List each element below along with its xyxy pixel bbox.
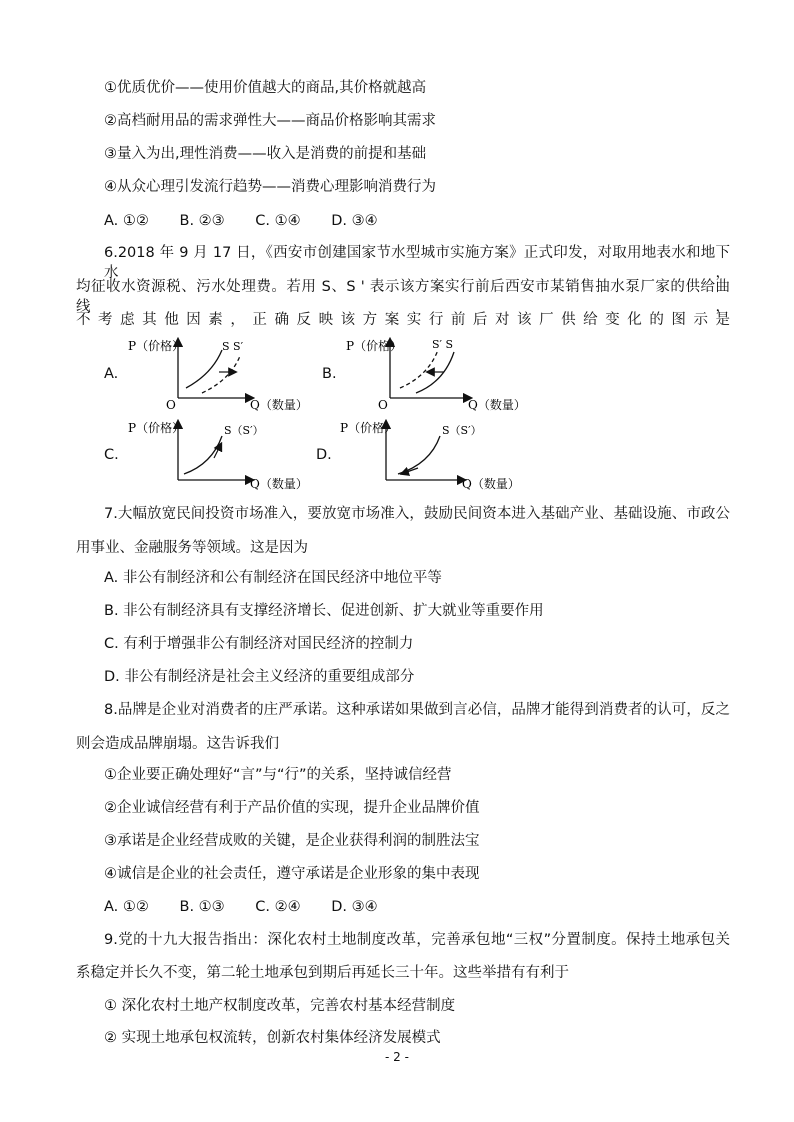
q5-option-c: C. ①④ bbox=[255, 213, 301, 229]
q7-choice-a: A. 非公有制经济和公有制经济在国民经济中地位平等 bbox=[104, 570, 442, 586]
graph-b-x-axis-label: Q（数量） bbox=[468, 398, 526, 412]
graph-b-y-axis-label: P（价格） bbox=[346, 339, 403, 353]
graph-a-label: A. bbox=[104, 366, 119, 382]
graph-a-y-axis-label: P（价格） bbox=[128, 339, 185, 353]
q7-stem-line-2: 用事业、金融服务等领域。这是因为 bbox=[76, 540, 308, 556]
graph-d bbox=[338, 418, 528, 498]
q5-option-a: A. ①② bbox=[104, 213, 149, 229]
graph-d-y-axis-label: P（价格） bbox=[340, 421, 397, 435]
q8-item-4: ④诚信是企业的社会责任，遵守承诺是企业形象的集中表现 bbox=[104, 866, 480, 882]
q6-stem-line-2: 均征收水资源税、污水处理费。若用 S、S ' 表示该方案实行前后西安市某销售抽水泵厂家的供给曲线， bbox=[76, 279, 730, 315]
q6-stem-line-1: 6.2018 年 9 月 17 日，《西安市创建国家节水型城市实施方案》正式印发，对取用地表水和地下水， bbox=[104, 245, 730, 281]
q5-option-d: D. ③④ bbox=[331, 213, 378, 229]
q5-item-2: ②高档耐用品的需求弹性大——商品价格影响其需求 bbox=[104, 113, 436, 129]
graph-c bbox=[126, 418, 316, 498]
q9-item-1: ① 深化农村土地产权制度改革，完善农村基本经营制度 bbox=[104, 998, 456, 1014]
graph-a-origin: O bbox=[166, 398, 176, 412]
graph-a-x-axis-label: Q（数量） bbox=[250, 398, 308, 412]
q9-stem-line-2: 系稳定并长久不变，第二轮土地承包到期后再延长三十年。这些举措有有利于 bbox=[76, 965, 569, 981]
q8-option-d: D. ③④ bbox=[331, 899, 378, 915]
graph-a-curve-s-prime bbox=[202, 356, 240, 393]
graph-c-label: C. bbox=[104, 447, 119, 463]
q6-stem-line-3: 不考虑其他因素，正确反映该方案实行前后对该厂供给变化的图示是 bbox=[76, 312, 730, 328]
graph-d-curve-labels: S（S′） bbox=[442, 424, 482, 437]
q9-item-2: ② 实现土地承包权流转，创新农村集体经济发展模式 bbox=[104, 1030, 441, 1046]
q8-stem-line-2: 则会造成品牌崩塌。这告诉我们 bbox=[76, 736, 279, 752]
graph-d-label: D. bbox=[316, 447, 332, 463]
q8-option-b: B. ①③ bbox=[179, 899, 225, 915]
graph-d-curve bbox=[398, 436, 440, 474]
q5-item-4: ④从众心理引发流行趋势——消费心理影响消费行为 bbox=[104, 179, 436, 195]
q7-choice-b: B. 非公有制经济具有支撑经济增长、促进创新、扩大就业等重要作用 bbox=[104, 603, 544, 619]
q5-item-1: ①优质优价——使用价值越大的商品,其价格就越高 bbox=[104, 80, 427, 96]
graph-b-label: B. bbox=[322, 366, 337, 382]
graph-b-curve-labels: S′ S bbox=[432, 338, 454, 351]
graph-a-curve-labels: S S′ bbox=[222, 340, 244, 353]
graph-a-curve-s bbox=[186, 350, 222, 388]
graph-c-x-axis-label: Q（数量） bbox=[250, 477, 308, 491]
graph-b bbox=[344, 336, 534, 416]
q8-item-2: ②企业诚信经营有利于产品价值的实现，提升企业品牌价值 bbox=[104, 800, 480, 816]
graph-b-origin: O bbox=[378, 398, 388, 412]
q8-option-a: A. ①② bbox=[104, 899, 149, 915]
q5-item-3: ③量入为出,理性消费——收入是消费的前提和基础 bbox=[104, 146, 427, 162]
q8-option-c: C. ②④ bbox=[255, 899, 301, 915]
graph-b-curve-s-prime bbox=[400, 350, 438, 388]
graph-d-x-axis-label: Q（数量） bbox=[462, 477, 520, 491]
q8-item-1: ①企业要正确处理好“言”与“行”的关系，坚持诚信经营 bbox=[104, 767, 452, 783]
q8-item-3: ③承诺是企业经营成败的关键，是企业获得利润的制胜法宝 bbox=[104, 833, 480, 849]
q7-choice-d: D. 非公有制经济是社会主义经济的重要组成部分 bbox=[104, 669, 415, 685]
q9-stem-line-1: 9.党的十九大报告指出：深化农村土地制度改革，完善承包地“三权”分置制度。保持土地承包关 bbox=[104, 932, 730, 948]
graph-c-curve-labels: S（S′） bbox=[224, 424, 264, 437]
q7-choice-c: C. 有利于增强非公有制经济对国民经济的控制力 bbox=[104, 636, 414, 652]
q8-stem-line-1: 8.品牌是企业对消费者的庄严承诺。这种承诺如果做到言必信，品牌才能得到消费者的认可，反之 bbox=[104, 702, 730, 718]
q5-option-b: B. ②③ bbox=[179, 213, 225, 229]
q5-options bbox=[104, 211, 404, 231]
graph-a bbox=[126, 336, 316, 416]
graph-c-curve bbox=[184, 436, 222, 474]
q7-stem-line-1: 7.大幅放宽民间投资市场准入，要放宽市场准入，鼓励民间资本进入基础产业、基础设施、市政公 bbox=[104, 506, 730, 522]
graph-c-y-axis-label: P（价格） bbox=[128, 421, 185, 435]
q8-options bbox=[104, 897, 404, 917]
page-number: - 2 - bbox=[385, 1050, 409, 1064]
